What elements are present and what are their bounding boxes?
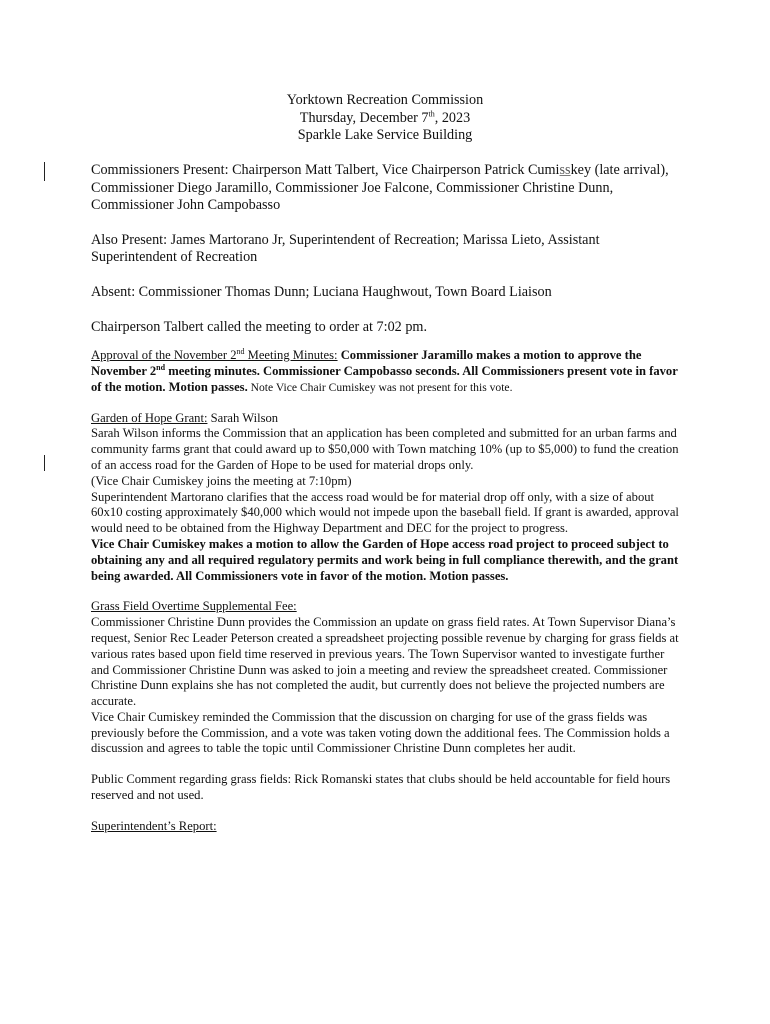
call-to-order: Chairperson Talbert called the meeting to order at 7:02 pm.: [91, 318, 427, 335]
document-body: [91, 162, 685, 835]
commissioners-present: Commissioners Present: Chairperson Matt Talbert, Vice Chairperson Patrick Cumisskey (late arrival), Commissioner Diego Jaramillo, Commissioner Joe Falcone, Commissioner Christine Dunn, Commissioner John Campobasso: [91, 162, 669, 214]
garden-late-arrival: (Vice Chair Cumiskey joins the meeting at 7:10pm): [91, 473, 352, 488]
approval-section: [91, 348, 685, 395]
absent: Absent: Commissioner Thomas Dunn; Luciana Haughwout, Town Board Liaison: [91, 283, 552, 300]
garden-clarification: Superintendent Martorano clarifies that the access road would be for material drop off only, with a size of about 60x10 costing approximately $40,000 which would not impede upon the baseball field. If grant is awarded, approval would need to be obtained from the Highway Department and DEC for the project to progress.: [91, 489, 679, 536]
grass-heading: Grass Field Overtime Supplemental Fee:: [91, 599, 297, 614]
also-present: Also Present: James Martorano Jr, Superintendent of Recreation; Marissa Lieto, Assistant Superintendent of Recreation: [91, 231, 600, 266]
revision-bar: [44, 162, 45, 181]
public-comment: Public Comment regarding grass fields: Rick Romanski states that clubs should be held accountable for field hours reserved and not used.: [91, 772, 671, 803]
approval-motion: Commissioner Jaramillo makes a motion to approve the November 2nd meeting minutes. Commissioner Campobasso seconds. All Commissioners present vote in favor of the motion. Motion passes.: [91, 348, 678, 394]
garden-speaker: Sarah Wilson: [207, 410, 279, 425]
superintendent-heading: Superintendent’s Report:: [91, 818, 217, 833]
garden-heading: Garden of Hope Grant:: [91, 410, 208, 425]
meeting-date: Thursday, December 7th, 2023: [299, 108, 471, 126]
revision-bar: [44, 455, 45, 471]
approval-heading: Approval of the November 2nd Meeting Minutes:: [91, 346, 338, 363]
meeting-location: Sparkle Lake Service Building: [297, 127, 473, 143]
organization-title: Yorktown Recreation Commission: [286, 92, 484, 108]
garden-motion: Vice Chair Cumiskey makes a motion to allow the Garden of Hope access road project to proceed subject to obtaining any and all required regulatory permits and work being in full compliance therewith, and the grant being awarded. All Commissioners vote in favor of the motion. Motion passes.: [91, 536, 679, 583]
grass-discussion: Vice Chair Cumiskey reminded the Commission that the discussion on charging for use of the grass fields was previously before the Commission, and a vote was taken voting down the additional fees. The Commission holds a discussion and agrees to table the topic until Commissioner Christine Dunn completes her audit.: [91, 709, 670, 756]
garden-heading-line: [91, 411, 685, 427]
approval-note: Note Vice Chair Cumiskey was not present for this vote.: [247, 380, 513, 394]
grass-paragraph: Commissioner Christine Dunn provides the Commission an update on grass field rates. At Town Supervisor Diana’s request, Senior Rec Leader Peterson created a spreadsheet projecting possible revenue by charging for grass fields at various rates based upon field time reserved in previous years. The Town Supervisor wanted to investigate further and Commissioner Christine Dunn was asked to join a meeting and review the spreadsheet created. Commissioner Christine Dunn explains she has not completed the audit, but currently does not believe the projected numbers are accurate.: [91, 615, 679, 709]
document-header: [0, 92, 770, 145]
garden-paragraph: Sarah Wilson informs the Commission that an application has been completed and submitted for an urban farms and community farms grant that could award up to $50,000 with Town matching 10% (up to $5,000) to fund the creation of an access road for the Garden of Hope to be used for material drops only.: [91, 426, 679, 472]
tracked-change-mark: ss: [559, 162, 571, 178]
